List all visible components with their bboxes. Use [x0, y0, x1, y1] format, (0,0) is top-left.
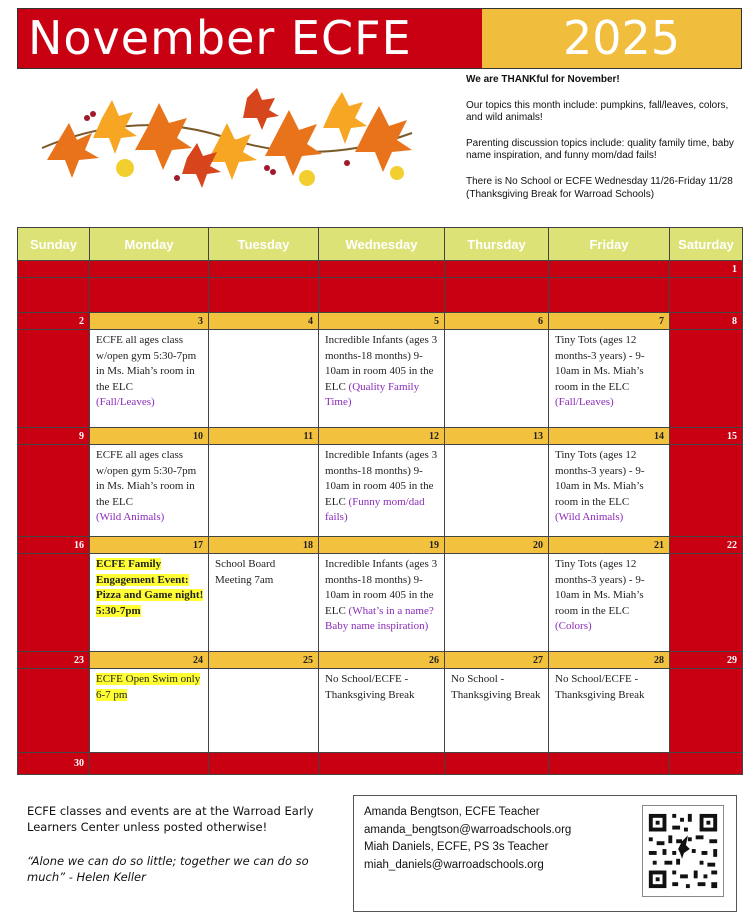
- event-wednesday-5: Incredible Infants (ages 3 months-18 months) 9-10am in room 405 in the ELC (Quality Family Time): [319, 330, 445, 428]
- date-28: 28: [549, 652, 670, 669]
- intro-text: [466, 74, 746, 214]
- date-17: 17: [90, 537, 209, 554]
- event-friday-21: Tiny Tots (ages 12 months-3 years) - 9-10am in Ms. Miah’s room in the ELC (Colors): [549, 554, 670, 652]
- week3-number-row: [18, 428, 743, 445]
- intro-topics: Our topics this month include: pumpkins, fall/leaves, colors, and wild animals!: [466, 99, 729, 124]
- date-13: 13: [445, 428, 549, 445]
- day-header-tuesday: Tuesday: [209, 228, 319, 261]
- week4-number-row: [18, 537, 743, 554]
- event-monday-3: ECFE all ages class w/open gym 5:30-7pm in Ms. Miah’s room in the ELC (Fall/Leaves): [90, 330, 209, 428]
- date-9: 9: [18, 428, 90, 445]
- date-6: 6: [445, 313, 549, 330]
- date-7: 7: [549, 313, 670, 330]
- event-friday-28: No School/ECFE - Thanksgiving Break: [549, 669, 670, 753]
- autumn-leaves-illustration: [37, 88, 417, 198]
- date-29: 29: [670, 652, 743, 669]
- date-30: 30: [18, 753, 90, 775]
- week4-body-row: [18, 554, 743, 652]
- date-5: 5: [319, 313, 445, 330]
- date-26: 26: [319, 652, 445, 669]
- date-27: 27: [445, 652, 549, 669]
- date-3: 3: [90, 313, 209, 330]
- intro-thankful: We are THANKful for November!: [466, 74, 620, 85]
- event-monday-24: ECFE Open Swim only 6-7 pm: [90, 669, 209, 753]
- week3-body-row: [18, 445, 743, 537]
- date-22: 22: [670, 537, 743, 554]
- date-21: 21: [549, 537, 670, 554]
- date-25: 25: [209, 652, 319, 669]
- event-monday-10: ECFE all ages class w/open gym 5:30-7pm in Ms. Miah’s room in the ELC (Wild Animals): [90, 445, 209, 537]
- contact-email-1[interactable]: amanda_bengtson@warroadschools.org: [364, 823, 572, 836]
- day-header-sunday: Sunday: [18, 228, 90, 261]
- event-wednesday-26: No School/ECFE -Thanksgiving Break: [319, 669, 445, 753]
- date-10: 10: [90, 428, 209, 445]
- quote: “Alone we can do so little; together we can do so much” - Helen Keller: [27, 854, 309, 884]
- date-16: 16: [18, 537, 90, 554]
- weekday-header-row: [18, 228, 743, 261]
- week6-number-row: [18, 753, 743, 775]
- date-11: 11: [209, 428, 319, 445]
- week2-number-row: [18, 313, 743, 330]
- event-thursday-27: No School - Thanksgiving Break: [445, 669, 549, 753]
- contact-teacher-2: Miah Daniels, ECFE, PS 3s Teacher: [364, 841, 549, 853]
- date-8: 8: [670, 313, 743, 330]
- date-14: 14: [549, 428, 670, 445]
- event-friday-14: Tiny Tots (ages 12 months-3 years) - 9-10am in Ms. Miah’s room in the ELC (Wild Animals): [549, 445, 670, 537]
- event-tuesday-18: School Board Meeting 7am: [209, 554, 319, 652]
- event-wednesday-19: Incredible Infants (ages 3 months-18 months) 9-10am in room 405 in the ELC (What’s in a name? Baby name inspiration): [319, 554, 445, 652]
- event-friday-7: Tiny Tots (ages 12 months-3 years) - 9-10am in Ms. Miah’s room in the ELC (Fall/Leaves): [549, 330, 670, 428]
- date-24: 24: [90, 652, 209, 669]
- date-12: 12: [319, 428, 445, 445]
- qr-code-icon[interactable]: [642, 805, 724, 897]
- week5-number-row: [18, 652, 743, 669]
- day-header-wednesday: Wednesday: [319, 228, 445, 261]
- contact-email-2[interactable]: miah_daniels@warroadschools.org: [364, 858, 544, 871]
- intro-no-school: There is No School or ECFE Wednesday 11/26-Friday 11/28 (Thanksgiving Break for Warroad Schools): [466, 175, 733, 200]
- date-15: 15: [670, 428, 743, 445]
- day-header-saturday: Saturday: [670, 228, 743, 261]
- day-header-thursday: Thursday: [445, 228, 549, 261]
- contact-box: [353, 795, 737, 912]
- calendar-table: [17, 227, 743, 775]
- page-title: November ECFE: [18, 9, 482, 68]
- date-1: 1: [670, 261, 743, 278]
- week2-body-row: [18, 330, 743, 428]
- week1-number-row: [18, 261, 743, 278]
- intro-parenting: Parenting discussion topics include: quality family time, baby name inspiration, and funny mom/dad fails!: [466, 137, 734, 162]
- date-23: 23: [18, 652, 90, 669]
- header-banner: [17, 8, 742, 69]
- week1-body-row: [18, 278, 743, 313]
- event-wednesday-12: Incredible Infants (ages 3 months-18 months) 9-10am in room 405 in the ELC (Funny mom/dad fails): [319, 445, 445, 537]
- date-20: 20: [445, 537, 549, 554]
- date-18: 18: [209, 537, 319, 554]
- footer-notes: [27, 803, 337, 885]
- day-header-monday: Monday: [90, 228, 209, 261]
- date-2: 2: [18, 313, 90, 330]
- event-monday-17: ECFE Family Engagement Event: Pizza and Game night! 5:30-7pm: [90, 554, 209, 652]
- day-header-friday: Friday: [549, 228, 670, 261]
- location-note: ECFE classes and events are at the Warroad Early Learners Center unless posted otherwise!: [27, 804, 314, 834]
- week5-body-row: [18, 669, 743, 753]
- year-label: 2025: [482, 9, 741, 68]
- date-4: 4: [209, 313, 319, 330]
- date-19: 19: [319, 537, 445, 554]
- contact-teacher-1: Amanda Bengtson, ECFE Teacher: [364, 806, 540, 818]
